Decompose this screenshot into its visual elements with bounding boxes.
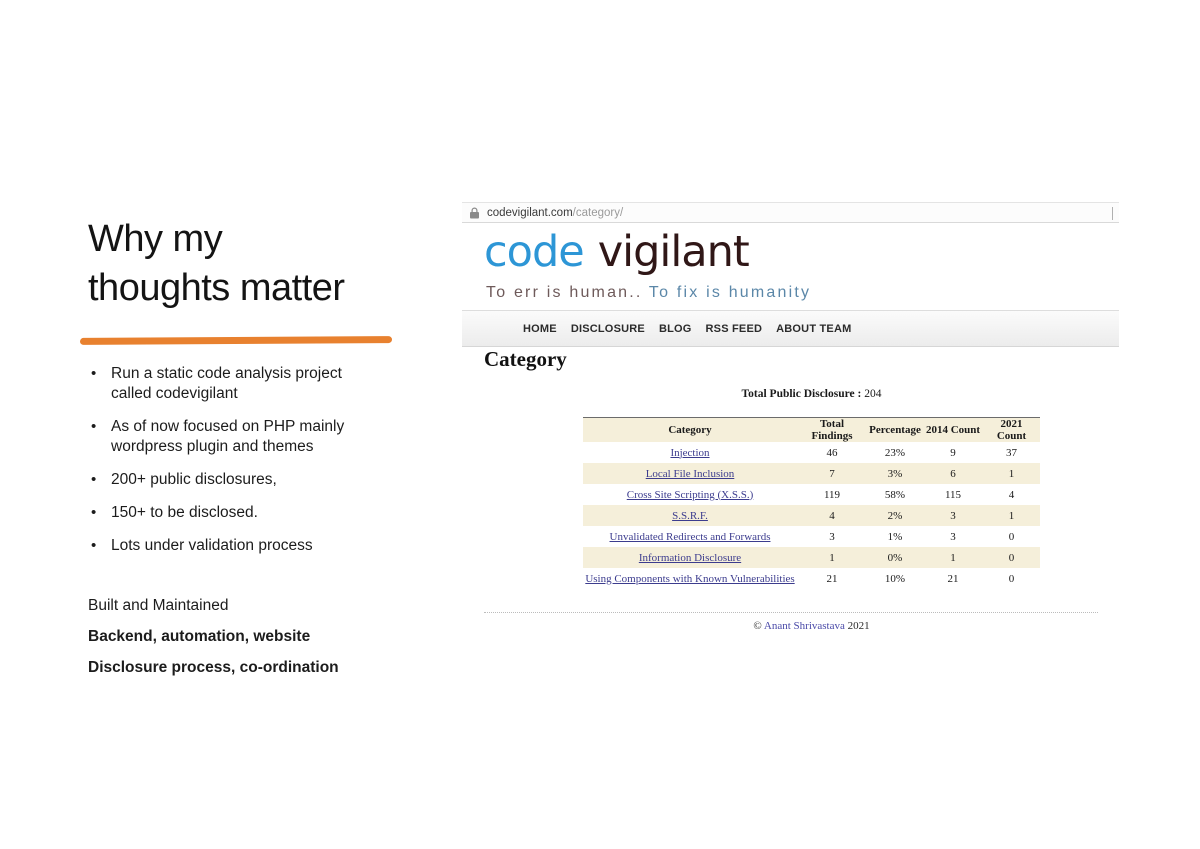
table-row xyxy=(583,484,1040,505)
col-header-2014-count: 2014 Count xyxy=(923,418,983,443)
cell-2014-count: 3 xyxy=(923,505,983,526)
cell-2021-count: 1 xyxy=(983,505,1040,526)
cell-total-findings: 46 xyxy=(826,446,838,459)
category-page-heading: Category xyxy=(484,347,567,371)
title-line-2: thoughts matter xyxy=(88,267,345,309)
site-logo[interactable] xyxy=(484,229,749,275)
cell-2021-count: 0 xyxy=(983,547,1040,568)
col-header-percentage: Percentage xyxy=(867,418,923,443)
category-table xyxy=(583,417,1040,589)
cell-percentage: 58% xyxy=(884,488,906,501)
cell-2014-count: 6 xyxy=(923,463,983,484)
category-link[interactable]: Unvalidated Redirects and Forwards xyxy=(609,530,771,543)
page-title xyxy=(88,215,418,313)
url-domain: codevigilant.com xyxy=(487,206,573,219)
cell-2021-count: 37 xyxy=(1006,446,1017,459)
total-disclosure-label: Total Public Disclosure : xyxy=(741,388,862,400)
site-footer xyxy=(583,620,1040,632)
category-link[interactable]: Local File Inclusion xyxy=(645,467,735,480)
table-row xyxy=(583,505,1040,526)
category-link[interactable]: S.S.R.F. xyxy=(672,509,708,522)
logo-word-vigilant: vigilant xyxy=(597,227,749,277)
category-link[interactable]: Injection xyxy=(670,446,710,459)
bullet-item: • 150+ to be disclosed. xyxy=(88,503,378,523)
total-disclosure-value: 204 xyxy=(864,388,882,400)
credits-line: Backend, automation, website xyxy=(88,628,311,645)
table-row xyxy=(583,463,1040,484)
tagline-part-2: To fix is humanity xyxy=(642,284,812,301)
bullet-item: • Run a static code analysis project called codevigilant xyxy=(88,364,378,404)
nav-item-home[interactable]: HOME xyxy=(523,322,557,335)
table-row xyxy=(583,547,1040,568)
logo-word-code: code xyxy=(484,227,584,277)
cell-total-findings: 4 xyxy=(797,505,867,526)
cell-2014-count: 115 xyxy=(944,488,962,501)
address-bar[interactable] xyxy=(462,202,1119,223)
cell-percentage: 1% xyxy=(887,530,903,543)
col-header-category: Category xyxy=(583,418,797,443)
category-link[interactable]: Information Disclosure xyxy=(638,551,742,564)
cell-percentage: 2% xyxy=(867,505,923,526)
nav-item-blog[interactable]: BLOG xyxy=(658,322,692,335)
table-header-row xyxy=(583,418,1040,443)
url-path: /category/ xyxy=(572,206,624,219)
bullet-item: • As of now focused on PHP mainly wordpress plugin and themes xyxy=(88,417,378,457)
bullet-list xyxy=(88,364,378,569)
cell-total-findings: 3 xyxy=(829,530,835,543)
cell-2014-count: 1 xyxy=(923,547,983,568)
lock-icon[interactable] xyxy=(470,207,479,219)
cell-2021-count: 4 xyxy=(1008,488,1015,501)
bullet-item: • Lots under validation process xyxy=(88,536,378,556)
cell-2014-count: 3 xyxy=(950,530,956,543)
table-row xyxy=(583,526,1040,547)
cell-total-findings: 1 xyxy=(797,547,867,568)
table-row xyxy=(583,568,1040,589)
footer-year: 2021 xyxy=(844,620,870,632)
col-header-total-findings: Total Findings xyxy=(797,418,867,443)
nav-item-rss-feed[interactable]: RSS FEED xyxy=(705,322,763,335)
site-tagline xyxy=(486,284,811,302)
cell-2014-count: 21 xyxy=(947,572,959,585)
cell-total-findings: 7 xyxy=(797,463,867,484)
nav-item-about-team[interactable]: ABOUT TEAM xyxy=(776,322,852,335)
browser-screenshot xyxy=(462,202,1119,649)
footer-separator xyxy=(484,612,1098,613)
site-navbar xyxy=(462,310,1119,347)
cell-percentage: 10% xyxy=(884,572,906,585)
cell-percentage: 3% xyxy=(867,463,923,484)
author-link[interactable]: Anant Shrivastava xyxy=(763,620,845,632)
total-disclosure-line xyxy=(583,388,1040,400)
title-accent-underline xyxy=(80,336,392,345)
nav-item-disclosure[interactable]: DISCLOSURE xyxy=(570,322,645,335)
category-link[interactable]: Cross Site Scripting (X.S.S.) xyxy=(626,488,754,501)
credits-block xyxy=(88,596,339,689)
cell-percentage: 23% xyxy=(884,446,906,459)
title-line-1: Why my xyxy=(88,218,223,260)
scrollbar-tick xyxy=(1112,207,1113,220)
col-header-2021-count: 2021 Count xyxy=(983,418,1040,443)
cell-total-findings: 21 xyxy=(826,572,838,585)
credits-line: Disclosure process, co-ordination xyxy=(88,659,339,676)
cell-percentage: 0% xyxy=(867,547,923,568)
bullet-item: • 200+ public disclosures, xyxy=(88,470,378,490)
credits-line: Built and Maintained xyxy=(88,597,229,614)
cell-2021-count: 0 xyxy=(1008,572,1015,585)
cell-2021-count: 1 xyxy=(983,463,1040,484)
tagline-part-1: To err is human.. xyxy=(486,284,643,301)
cell-2021-count: 0 xyxy=(1008,530,1015,543)
category-link[interactable]: Using Components with Known Vulnerabilities xyxy=(585,572,795,585)
table-row xyxy=(583,442,1040,463)
cell-total-findings: 119 xyxy=(823,488,841,501)
copyright-symbol: © xyxy=(753,620,762,632)
cell-2014-count: 9 xyxy=(950,446,956,459)
